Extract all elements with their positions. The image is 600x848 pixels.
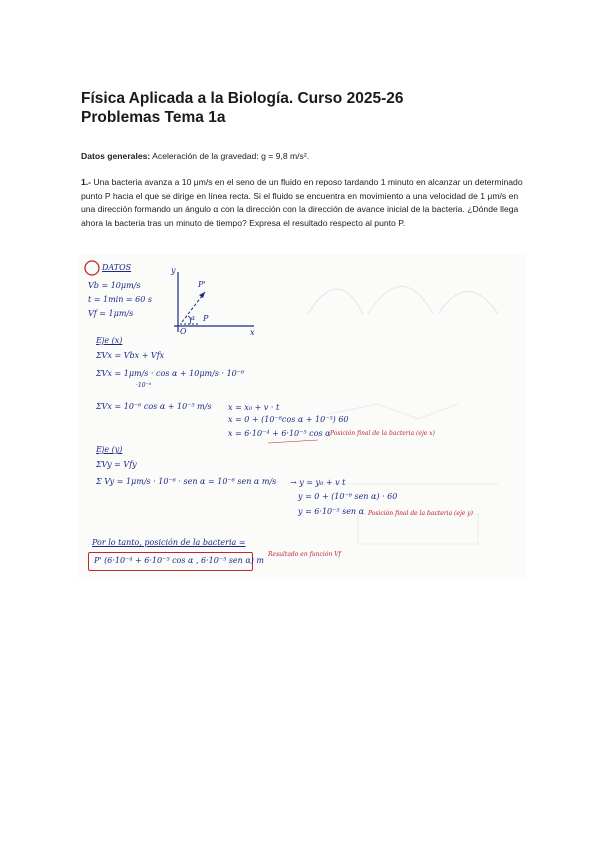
title-line-2: Problemas Tema 1a [81, 109, 226, 126]
eje-x-line: ·10⁻⁶ [136, 382, 152, 389]
arrow-head-icon [199, 292, 205, 298]
eje-x-note: Posición final de la bacteria (eje x) [330, 430, 435, 437]
eje-x-right-line: x = 6·10⁻⁴ + 6·10⁻⁵ cos α [228, 429, 331, 438]
eje-y-right-line: y = 6·10⁻⁵ sen α [298, 507, 365, 516]
conclusion-text: Por lo tanto, posición de la bacteria = [92, 538, 246, 547]
eje-x-right-line: x = 0 + (10⁻⁶cos α + 10⁻⁵) 60 [228, 415, 349, 424]
general-data [81, 150, 531, 162]
p-prime-label: P' [198, 280, 206, 289]
datos-line: t = 1min = 60 s [88, 295, 153, 304]
eje-y-heading: Eje (y) [96, 445, 123, 454]
datos-line: Vf = 1μm/s [88, 309, 134, 318]
result-note: Resultado en función Vf [268, 551, 341, 558]
eje-y-line: Σ Vy = 1μm/s · 10⁻⁶ · sen α = 10⁻⁶ sen α m/s [96, 477, 277, 486]
problem-number: 1.- [81, 177, 92, 187]
x-axis-label: x [250, 328, 255, 337]
result-formula: P' (6·10⁻⁴ + 6·10⁻⁵ cos α , 6·10⁻⁵ sen α) m [94, 556, 265, 565]
eje-x-heading: Eje (x) [96, 336, 123, 345]
problem-circle-icon [85, 261, 99, 275]
origin-label: O [180, 327, 187, 336]
general-data-label: Datos generales: [81, 151, 151, 161]
eje-x-line: ΣVx = Vbx + Vfx [96, 351, 165, 360]
document-title [81, 89, 403, 127]
eje-x-line: ΣVx = 1μm/s · cos α + 10μm/s · 10⁻⁶ [96, 369, 245, 378]
y-axis-label: y [171, 266, 176, 275]
problem-1 [81, 176, 531, 230]
general-data-text: Aceleración de la gravedad: g = 9,8 m/s². [150, 151, 310, 161]
eje-x-right-line: x = x₀ + v · t [228, 403, 280, 412]
eje-y-line: ΣVy = Vfy [96, 460, 137, 469]
handwritten-solution [78, 254, 526, 579]
p-label: P [203, 314, 209, 323]
problem-statement: Una bacteria avanza a 10 μm/s en el seno de un fluido en reposo tardando 1 minuto en alcanzar un determinado punto P hacia el que se dirige en línea recta. Si el fluido se encuentra en movimiento a una velocidad de 1 μm/s en una dirección formando un ángulo α con la dirección con la dirección de avance inicial de la bacteria. ¿Dónde llega ahora la bacteria tras un minuto de tiempo? Expresa el resultado respecto al punto P. [81, 177, 523, 228]
title-line-1: Física Aplicada a la Biología. Curso 2025-26 [81, 90, 404, 107]
eje-y-note: Posición final de la bacteria (eje y) [368, 510, 473, 517]
eje-y-right-line: y = 0 + (10⁻⁶ sen α) · 60 [298, 492, 398, 501]
datos-heading: DATOS [102, 263, 132, 272]
eje-x-line: ΣVx = 10⁻⁶ cos α + 10⁻⁵ m/s [96, 402, 212, 411]
datos-line: Vb = 10μm/s [88, 281, 141, 290]
angle-label: α [191, 315, 196, 322]
eje-y-right-line: → y = y₀ + v t [290, 478, 346, 487]
